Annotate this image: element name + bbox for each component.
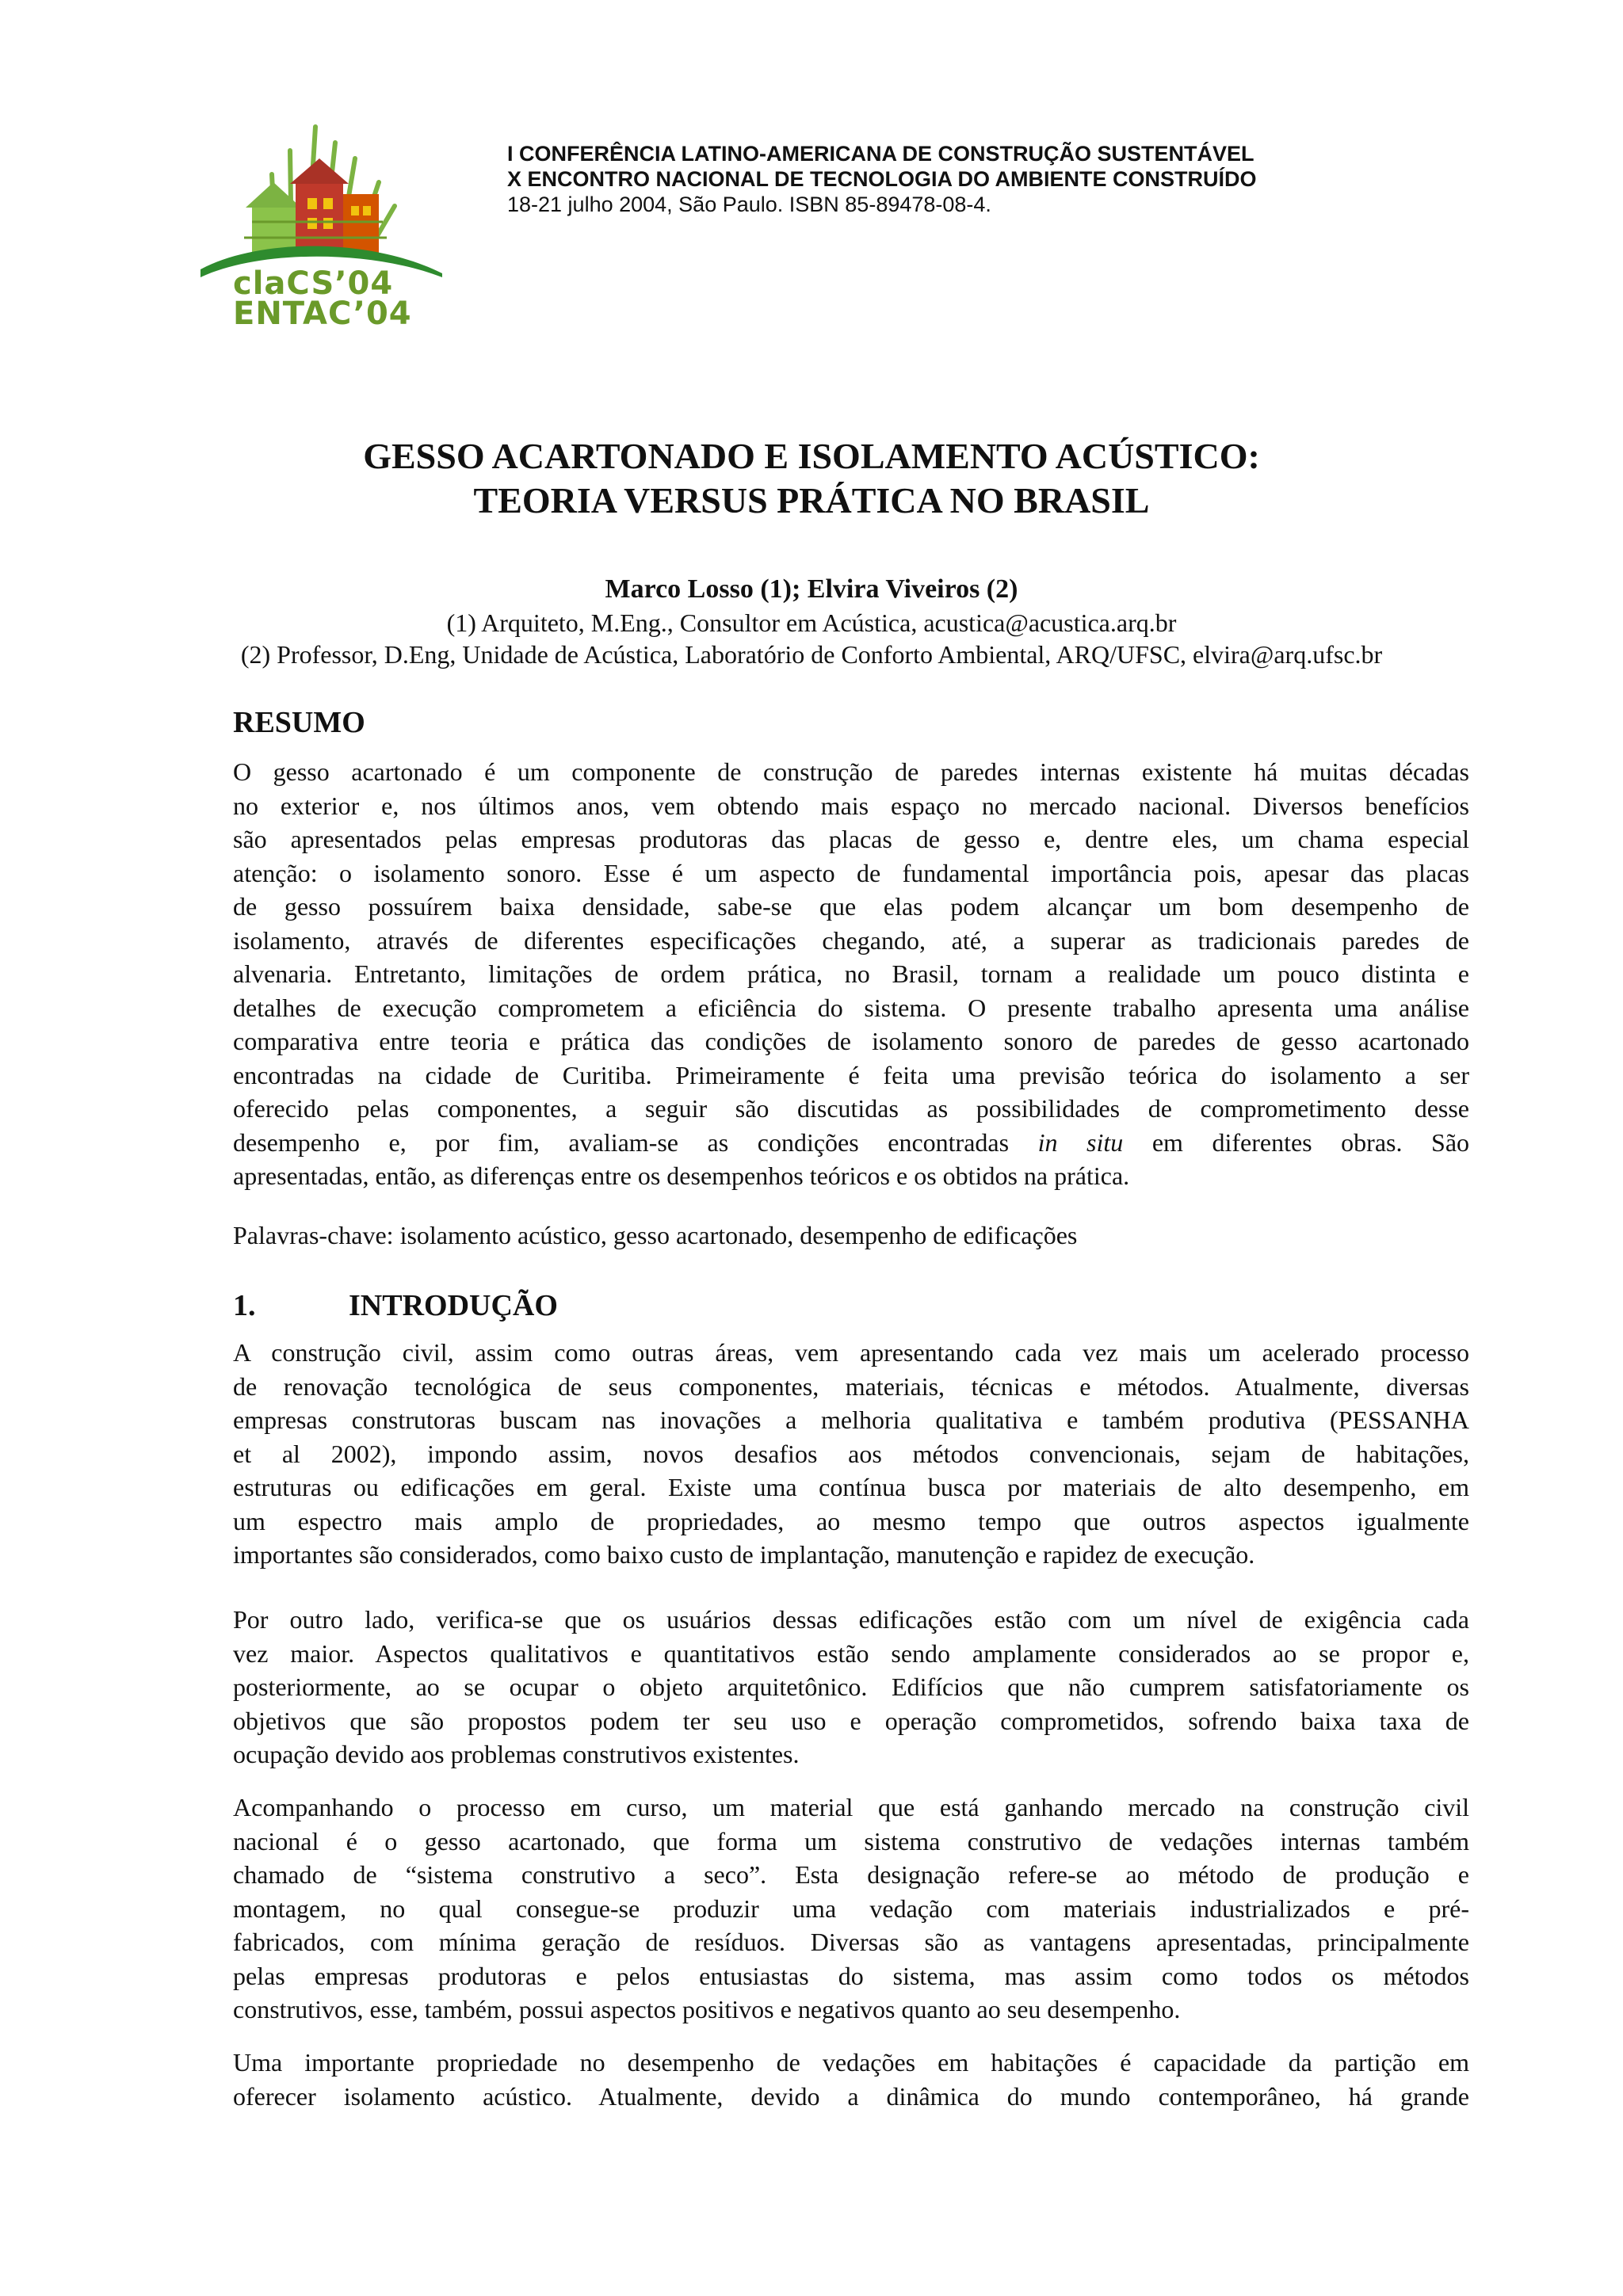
paragraph-line: ocupação devido aos problemas construtivos existentes. xyxy=(233,1740,800,1768)
paragraph-line: Por outro lado, verifica-se que os usuários dessas edificações estão com um nível de exigência cada xyxy=(233,1605,1469,1634)
intro-paragraph-2 xyxy=(233,1603,1469,1772)
author-affiliation-1: (1) Arquiteto, M.Eng., Consultor em Acústica, acustica@acustica.arq.br xyxy=(446,608,1177,637)
paragraph-line: vez maior. Aspectos qualitativos e quantitativos estão sendo amplamente considerados ao se propor e, xyxy=(233,1638,1469,1668)
abstract-line: no exterior e, nos últimos anos, vem obtendo mais espaço no mercado nacional. Diversos benefícios xyxy=(233,791,1469,820)
abstract-line: oferecido pelas componentes, a seguir são discutidas as possibilidades de comprometimento desse xyxy=(233,1094,1469,1123)
conference-name-line1: I CONFERÊNCIA LATINO-AMERICANA DE CONSTRUÇÃO SUSTENTÁVEL xyxy=(507,142,1254,166)
abstract-line xyxy=(233,1126,1469,1160)
abstract-line: alvenaria. Entretanto, limitações de ordem prática, no Brasil, tornam a realidade um pouco distinta e xyxy=(233,959,1469,988)
paper-authors: Marco Losso (1); Elvira Viveiros (2) xyxy=(605,574,1018,604)
section-number: 1. xyxy=(233,1289,256,1322)
abstract-line: O gesso acartonado é um componente de construção de paredes internas existente há muitas décadas xyxy=(233,757,1469,786)
abstract-line: isolamento, através de diferentes especificações chegando, até, a superar as tradicionais paredes de xyxy=(233,925,1469,955)
keywords: Palavras-chave: isolamento acústico, gesso acartonado, desempenho de edificações xyxy=(233,1221,1078,1249)
paragraph-line: nacional é o gesso acartonado, que forma um sistema construtivo de vedações internas também xyxy=(233,1826,1469,1855)
abstract-line: encontradas na cidade de Curitiba. Primeiramente é feita uma previsão teórica do isolamento a ser xyxy=(233,1060,1469,1089)
paragraph-line: chamado de “sistema construtivo a seco”. Esta designação refere-se ao método de produção e xyxy=(233,1860,1469,1889)
section-heading-introducao xyxy=(233,1288,1469,1323)
intro-paragraph-3 xyxy=(233,1791,1469,2027)
logo-text-entac: ENTAC’04 xyxy=(233,296,412,332)
intro-paragraph-4 xyxy=(233,2046,1469,2113)
conference-name-line2: X ENCONTRO NACIONAL DE TECNOLOGIA DO AMBIENTE CONSTRUÍDO xyxy=(507,167,1257,191)
paragraph-line: construtivos, esse, também, possui aspectos positivos e negativos quanto ao seu desempenho. xyxy=(233,1995,1181,2023)
paragraph-line: pelas empresas produtoras e pelos entusiastas do sistema, mas assim como todos os métodos xyxy=(233,1961,1469,1990)
abstract-line: detalhes de execução comprometem a eficiência do sistema. O presente trabalho apresenta uma análise xyxy=(233,993,1469,1022)
paragraph-line: Uma importante propriedade no desempenho de vedações em habitações é capacidade da partição em xyxy=(233,2048,1469,2077)
conference-logo xyxy=(197,119,450,333)
abstract-line: apresentadas, então, as diferenças entre os desempenhos teóricos e os obtidos na prática. xyxy=(233,1161,1130,1190)
abstract-line: de gesso possuírem baixa densidade, sabe-se que elas podem alcançar um bom desempenho de xyxy=(233,892,1469,921)
paragraph-line: montagem, no qual consegue-se produzir uma vedação com materiais industrializados e pré- xyxy=(233,1894,1469,1923)
paragraph-line: objetivos que são propostos podem ter seu uso e operação comprometidos, sofrendo baixa taxa de xyxy=(233,1706,1469,1735)
author-affiliation-2: (2) Professor, D.Eng, Unidade de Acústica, Laboratório de Conforto Ambiental, ARQ/UFSC, elvira@arq.ufsc.br xyxy=(240,640,1383,669)
paragraph-line: importantes são considerados, como baixo custo de implantação, manutenção e rapidez de execução. xyxy=(233,1540,1255,1569)
abstract-line: atenção: o isolamento sonoro. Esse é um aspecto de fundamental importância pois, apesar das placas xyxy=(233,858,1469,887)
paper-title-line1: GESSO ACARTONADO E ISOLAMENTO ACÚSTICO: xyxy=(363,436,1260,476)
paper-title-line2: TEORIA VERSUS PRÁTICA NO BRASIL xyxy=(473,480,1150,521)
paragraph-line: Acompanhando o processo em curso, um material que está ganhando mercado na construção civil xyxy=(233,1793,1469,1821)
abstract-line: comparativa entre teoria e prática das condições de isolamento sonoro de paredes de gesso acartonado xyxy=(233,1027,1469,1055)
paragraph-line: empresas construtoras buscam nas inovações a melhoria qualitativa e também produtiva (PESSANHA xyxy=(233,1405,1469,1434)
paragraph-line: de renovação tecnológica de seus componentes, materiais, técnicas e métodos. Atualmente, diversas xyxy=(233,1371,1469,1401)
paragraph-line: fabricados, com mínima geração de resíduos. Diversas são as vantagens apresentadas, principalmente xyxy=(233,1928,1469,1956)
logo-text-clacs: claCS’04 xyxy=(233,265,394,302)
section-title: INTRODUÇÃO xyxy=(349,1289,558,1322)
paragraph-line: um espectro mais amplo de propriedades, ao mesmo tempo que outros aspectos igualmente xyxy=(233,1506,1469,1535)
abstract-paragraph xyxy=(233,755,1469,1193)
section-heading-resumo: RESUMO xyxy=(233,706,365,739)
paragraph-line: posteriormente, ao se ocupar o objeto arquitetônico. Edifícios que não cumprem satisfatoriamente os xyxy=(233,1672,1469,1701)
abstract-line: são apresentados pelas empresas produtoras das placas de gesso e, dentre eles, um chama especial xyxy=(233,825,1469,853)
abstract-line-text: desempenho e, por fim, avaliam-se as condições encontradas xyxy=(233,1127,1010,1157)
conference-date-isbn: 18-21 julho 2004, São Paulo. ISBN 85-89478-08-4. xyxy=(507,193,991,216)
paragraph-line: estruturas ou edificações em geral. Existe uma contínua busca por materiais de alto desempenho, em xyxy=(233,1473,1469,1501)
conference-header xyxy=(507,141,1537,217)
paper-title xyxy=(0,434,1623,523)
logo-graphic-icon xyxy=(197,119,450,277)
paragraph-line: oferecer isolamento acústico. Atualmente, devido a dinâmica do mundo contemporâneo, há grande xyxy=(233,2081,1469,2111)
paragraph-line: A construção civil, assim como outras áreas, vem apresentando cada vez mais um acelerado processo xyxy=(233,1338,1469,1367)
in-situ-italic: in situ xyxy=(1037,1127,1124,1157)
intro-paragraph-1 xyxy=(233,1336,1469,1572)
paragraph-line: et al 2002), impondo assim, novos desafios aos métodos convencionais, sejam de habitações, xyxy=(233,1439,1469,1468)
abstract-line-text: em diferentes obras. São xyxy=(1151,1127,1470,1157)
